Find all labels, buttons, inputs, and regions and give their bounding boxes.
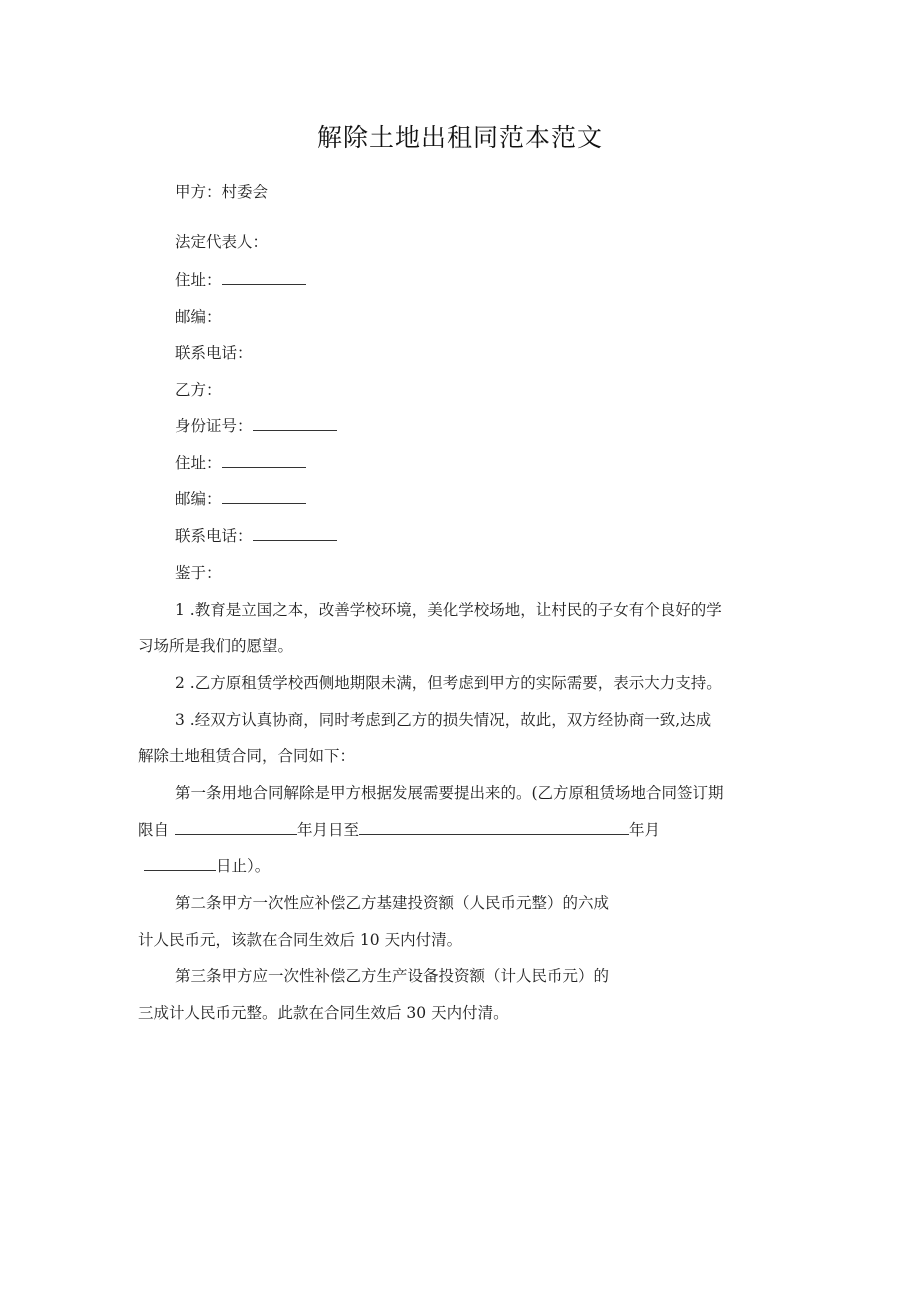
party-b-id-line: [175, 414, 337, 436]
party-b-phone-label: 联系电话：: [175, 527, 253, 545]
document-title: 解除土地出租同范本范文: [316, 123, 603, 152]
article1-from-blank: [175, 820, 297, 835]
article1-line1: 第一条用地合同解除是甲方根据发展需要提出来的。(乙方原租赁场地合同签订期: [175, 784, 724, 802]
party-b-id-label: 身份证号：: [175, 417, 253, 435]
legal-rep-line: 法定代表人：: [175, 233, 269, 251]
party-b-phone-blank: [253, 526, 337, 541]
party-b-id-blank: [253, 416, 337, 431]
whereas-line: 鉴于：: [175, 564, 222, 582]
party-b-phone-line: [175, 524, 337, 546]
article1-line2: [138, 818, 660, 840]
party-b-address-line: [175, 451, 306, 473]
party-a-address-label: 住址：: [175, 271, 222, 289]
article1-from-label: 限自: [138, 821, 170, 839]
party-a-address-blank: [222, 270, 306, 285]
party-b-postcode-label: 邮编：: [175, 490, 222, 508]
party-b-postcode-blank: [222, 489, 306, 504]
party-a-phone-line: 联系电话：: [175, 344, 253, 362]
article3-line2: 三成计人民币元整。此款在合同生效后 30 天内付清。: [138, 1004, 509, 1022]
party-b-address-blank: [222, 453, 306, 468]
item1-line1: 1 .教育是立国之本，改善学校环境，美化学校场地，让村民的子女有个良好的学: [175, 601, 722, 619]
item1-line2: 习场所是我们的愿望。: [138, 637, 294, 655]
party-a-postcode-line: 邮编：: [175, 308, 222, 326]
party-b-line: 乙方：: [175, 381, 222, 399]
article1-date-label: 年月日至: [297, 821, 360, 839]
item2-line1: 2 .乙方原租赁学校西侧地期限未满，但考虑到甲方的实际需要，表示大力支持。: [175, 674, 722, 692]
article1-to-blank: [359, 820, 629, 835]
party-b-address-label: 住址：: [175, 454, 222, 472]
party-b-postcode-line: [175, 487, 306, 509]
article1-end-label: 日止）。: [216, 857, 271, 875]
party-a-address-line: [175, 268, 306, 290]
article1-day-blank: [144, 856, 216, 871]
article1-year-month-label: 年月: [629, 821, 661, 839]
article2-line1: 第二条甲方一次性应补偿乙方基建投资额（人民币元整）的六成: [175, 894, 610, 912]
item3-line2: 解除土地租赁合同，合同如下：: [138, 747, 356, 765]
article3-line1: 第三条甲方应一次性补偿乙方生产设备投资额（计人民币元）的: [175, 967, 610, 985]
article1-line3: [144, 854, 270, 876]
article2-line2: 计人民币元，该款在合同生效后 10 天内付清。: [138, 931, 463, 949]
item3-line1: 3 .经双方认真协商，同时考虑到乙方的损失情况，故此，双方经协商一致,达成: [175, 711, 712, 729]
party-a-line: 甲方：村委会: [175, 183, 269, 201]
